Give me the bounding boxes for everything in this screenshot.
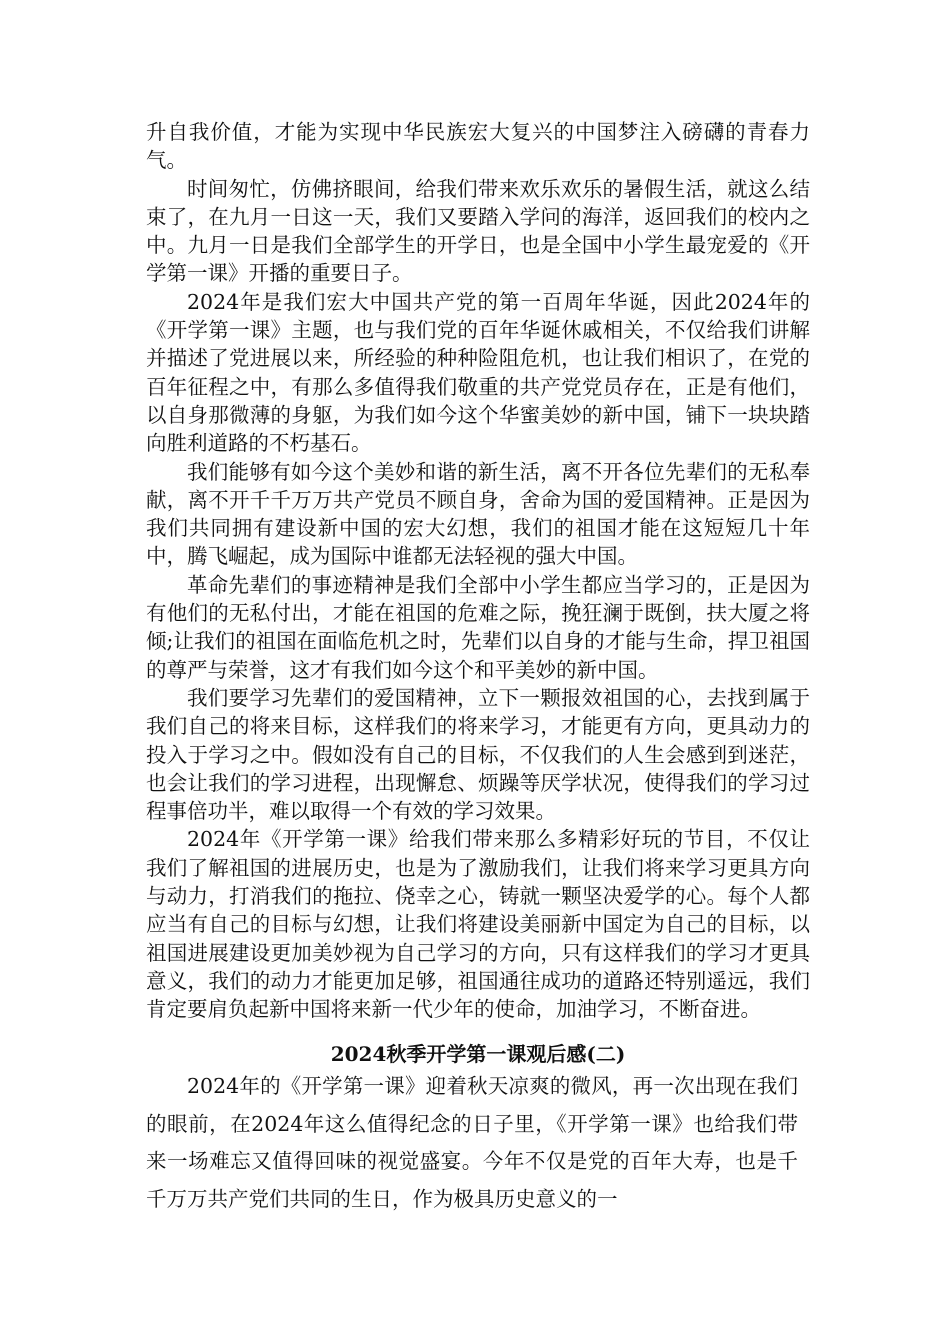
paragraph: 时间匆忙，仿佛挤眼间，给我们带来欢乐欢乐的暑假生活，就这么结束了，在九月一日这一天，我们又要踏入学问的海洋，返回我们的校内之中。九月一日是我们全部学生的开学日，也是全国中小学生最宠爱的《开学第一课》开播的重要日子。 [146,176,810,286]
paragraph-continuation: 升自我价值，才能为实现中华民族宏大复兴的中国梦注入磅礴的青春力气。 [146,120,810,173]
section-title: 2024秋季开学第一课观后感(二) [330,1042,626,1066]
paragraph: 我们要学习先辈们的爱国精神，立下一颗报效祖国的心，去找到属于我们自己的将来目标，这样我们的将来学习，才能更有方向，更具动力的投入于学习之中。假如没有自己的目标，不仅我们的人生会感到到迷茫，也会让我们的学习进程，出现懈怠、烦躁等厌学状况，使得我们的学习过程事倍功半，难以取得一个有效的学习效果。 [146,685,810,824]
paragraph: 革命先辈们的事迹精神是我们全部中小学生都应当学习的，正是因为有他们的无私付出，才能在祖国的危难之际，挽狂澜于既倒，扶大厦之将倾;让我们的祖国在面临危机之时，先辈们以自身的才能与生命，捍卫祖国的尊严与荣誉，这才有我们如今这个和平美妙的新中国。 [146,572,810,682]
paragraph: 2024年的《开学第一课》迎着秋天凉爽的微风，再一次出现在我们的眼前，在2024年这么值得纪念的日子里，《开学第一课》也给我们带来一场难忘又值得回味的视觉盛宴。今年不仅是党的百年大寿，也是千千万万共产党们共同的生日，作为极具历史意义的一 [146,1074,798,1211]
paragraph: 2024年《开学第一课》给我们带来那么多精彩好玩的节目，不仅让我们了解祖国的进展历史，也是为了激励我们，让我们将来学习更具方向与动力，打消我们的拖拉、侥幸之心，铸就一颗坚决爱学的心。每个人都应当有自己的目标与幻想，让我们将建设美丽新中国定为自己的目标，以祖国进展建设更加美妙视为自己学习的方向，只有这样我们的学习才更具意义，我们的动力才能更加足够，祖国通往成功的道路还特别遥远，我们肯定要肩负起新中国将来新一代少年的使命，加油学习，不断奋进。 [146,827,810,1022]
paragraph: 2024年是我们宏大中国共产党的第一百周年华诞，因此2024年的《开学第一课》主题，也与我们党的百年华诞休戚相关，不仅给我们讲解并描述了党进展以来，所经验的种种险阻危机，也让我们相识了，在党的百年征程之中，有那么多值得我们敬重的共产党党员存在，正是有他们，以自身那微薄的身躯，为我们如今这个华蜜美妙的新中国，铺下一块块踏向胜利道路的不朽基石。 [146,289,810,456]
section-two-body [146,1068,798,1218]
essay-body [146,118,810,1024]
paragraph: 我们能够有如今这个美妙和谐的新生活，离不开各位先辈们的无私奉献，离不开千千万万共产党员不顾自身，舍命为国的爱国精神。正是因为我们共同拥有建设新中国的宏大幻想，我们的祖国才能在这短短几十年中，腾飞崛起，成为国际中谁都无法轻视的强大中国。 [146,459,810,569]
